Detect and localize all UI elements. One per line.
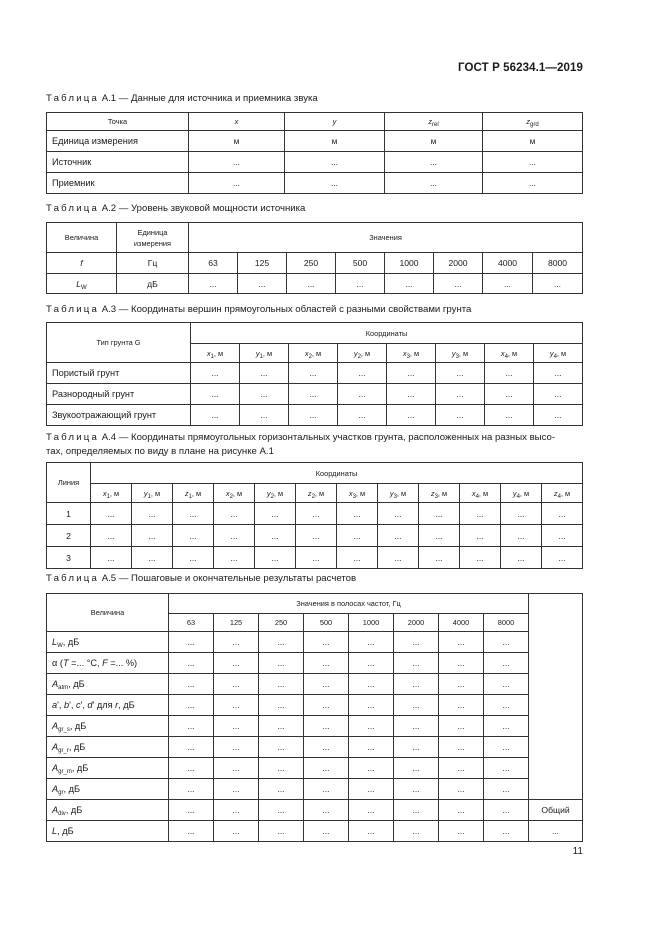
row-line-number: 3 (47, 547, 91, 569)
caption-text-line1: А.4 — Координаты прямоугольных горизонтальных участков грунта, расположенных на разных высо- (101, 432, 556, 443)
table-cell: ... (173, 503, 214, 525)
table-cell: ... (349, 632, 394, 653)
table-cell: м (385, 131, 483, 152)
col-coord: $z_4$, м (542, 484, 583, 503)
table-cell: ... (542, 503, 583, 525)
row-line-number: 1 (47, 503, 91, 525)
table-cell: ... (132, 525, 173, 547)
col-coord: $x_2$, м (289, 344, 338, 363)
caption-text: А.1 — Данные для источника и приемника звука (101, 93, 318, 104)
table-cell: ... (485, 384, 534, 405)
table-cell: ... (189, 152, 285, 173)
col-coord: $x_3$, м (337, 484, 378, 503)
table-cell: ... (173, 525, 214, 547)
table-a4 (46, 462, 583, 569)
table-cell: м (189, 131, 285, 152)
row-label: L, дБ (47, 821, 169, 842)
table-cell: ... (214, 821, 259, 842)
col-coord: $y_2$, м (338, 344, 387, 363)
table-cell: ... (91, 503, 132, 525)
table-cell: ... (304, 737, 349, 758)
table-cell: ... (501, 525, 542, 547)
table-cell: ... (289, 363, 338, 384)
col-coordinates: Координаты (91, 463, 583, 484)
table-cell: ... (436, 384, 485, 405)
table-cell: м (285, 131, 385, 152)
total-cell: Общий (529, 800, 583, 821)
table-cell: ... (349, 800, 394, 821)
row-label: $A_{div}$, дБ (47, 800, 169, 821)
freq-cell: 250 (287, 253, 336, 274)
table-cell: ... (394, 821, 439, 842)
table-cell: ... (304, 758, 349, 779)
freq-cell: 63 (169, 614, 214, 632)
table-cell: ... (259, 695, 304, 716)
table-row (47, 653, 583, 674)
table-cell: ... (296, 525, 337, 547)
col-point: Точка (47, 113, 189, 131)
table-cell: ... (349, 758, 394, 779)
table-cell: ... (534, 405, 583, 426)
table-cell: ... (337, 547, 378, 569)
table-cell: ... (304, 800, 349, 821)
table-cell: м (483, 131, 583, 152)
table-cell: ... (349, 674, 394, 695)
caption-text: А.3 — Координаты вершин прямоугольных областей с разными свойствами грунта (101, 304, 472, 315)
table-row (47, 547, 583, 569)
symbol-lw: $L_W$ (47, 274, 117, 294)
table-cell: ... (169, 653, 214, 674)
caption-table-a2 (46, 202, 582, 216)
table-cell: ... (378, 547, 419, 569)
table-cell: ... (240, 384, 289, 405)
table-cell: ... (255, 503, 296, 525)
table-cell: ... (460, 525, 501, 547)
freq-cell: 4000 (439, 614, 484, 632)
col-coord: $y_4$, м (534, 344, 583, 363)
table-cell: ... (385, 173, 483, 194)
table-cell: ... (304, 674, 349, 695)
freq-cell: 1000 (349, 614, 394, 632)
table-cell: ... (304, 821, 349, 842)
table-row (47, 674, 583, 695)
table-cell: ... (542, 547, 583, 569)
row-label: $L_W$, дБ (47, 632, 169, 653)
col-coord: $y_3$, м (378, 484, 419, 503)
table-cell: ... (214, 632, 259, 653)
table-cell: ... (533, 274, 583, 294)
table-cell: ... (385, 274, 434, 294)
table-cell: ... (304, 653, 349, 674)
table-cell: ... (484, 653, 529, 674)
table-cell: ... (259, 674, 304, 695)
caption-table-a1 (46, 92, 582, 106)
col-total (529, 594, 583, 800)
total-cell: ... (529, 821, 583, 842)
table-cell: ... (214, 779, 259, 800)
table-cell: ... (169, 737, 214, 758)
table-cell: ... (169, 821, 214, 842)
table-cell: ... (439, 653, 484, 674)
col-coord: $y_4$, м (501, 484, 542, 503)
col-coord: $y_3$, м (436, 344, 485, 363)
table-row (47, 405, 583, 426)
table-cell: ... (296, 547, 337, 569)
row-label: $A_{atm}$, дБ (47, 674, 169, 695)
table-cell: ... (169, 716, 214, 737)
caption-text-line2: тах, определяемых по виду в плане на рисунке А.1 (46, 446, 274, 457)
table-cell: ... (484, 716, 529, 737)
table-cell: ... (337, 503, 378, 525)
table-cell: ... (534, 384, 583, 405)
table-cell: ... (132, 547, 173, 569)
caption-table-a3 (46, 303, 582, 317)
table-cell: ... (304, 695, 349, 716)
table-cell: ... (484, 674, 529, 695)
col-zgrd: $z_{grd}$ (483, 113, 583, 131)
table-cell: ... (238, 274, 287, 294)
caption-word: Таблица (46, 573, 100, 584)
row-label: Пористый грунт (47, 363, 191, 384)
table-cell: ... (337, 525, 378, 547)
table-cell: ... (189, 173, 285, 194)
table-cell: ... (349, 737, 394, 758)
table-cell: ... (419, 547, 460, 569)
table-a1-header (47, 113, 583, 131)
freq-cell: 2000 (394, 614, 439, 632)
table-cell: ... (132, 503, 173, 525)
table-cell: ... (534, 363, 583, 384)
col-coord: $z_1$, м (173, 484, 214, 503)
table-cell: ... (214, 653, 259, 674)
col-coord: $z_2$, м (296, 484, 337, 503)
table-cell: ... (439, 800, 484, 821)
table-a2 (46, 222, 583, 294)
table-cell: ... (378, 525, 419, 547)
table-cell: ... (484, 821, 529, 842)
row-label: Звукоотражающий грунт (47, 405, 191, 426)
table-cell: ... (259, 716, 304, 737)
table-row (47, 173, 583, 194)
col-coord: $y_1$, м (132, 484, 173, 503)
freq-cell: 250 (259, 614, 304, 632)
row-lw (47, 274, 583, 294)
table-a1 (46, 112, 583, 194)
table-cell: ... (214, 525, 255, 547)
table-cell: ... (501, 503, 542, 525)
col-coord: $x_4$, м (460, 484, 501, 503)
table-cell: ... (304, 716, 349, 737)
table-cell: ... (484, 800, 529, 821)
table-cell: ... (289, 384, 338, 405)
table-cell: ... (439, 758, 484, 779)
table-row (47, 525, 583, 547)
col-coord: $x_1$, м (91, 484, 132, 503)
table-row (47, 632, 583, 653)
table-cell: ... (285, 152, 385, 173)
table-cell: ... (394, 653, 439, 674)
table-cell: ... (259, 758, 304, 779)
table-cell: ... (394, 674, 439, 695)
caption-word: Таблица (46, 304, 100, 315)
freq-cell: 8000 (533, 253, 583, 274)
col-coord: $y_2$, м (255, 484, 296, 503)
table-row (47, 384, 583, 405)
table-cell: ... (483, 274, 533, 294)
table-cell: ... (483, 173, 583, 194)
table-cell: ... (173, 547, 214, 569)
table-cell: ... (349, 653, 394, 674)
row-label: $A_{gr\_s}$, дБ (47, 716, 169, 737)
table-cell: ... (385, 152, 483, 173)
table-cell: ... (169, 674, 214, 695)
col-coord: $x_3$, м (387, 344, 436, 363)
table-cell: ... (259, 821, 304, 842)
table-row (47, 800, 583, 821)
page-number: 11 (572, 846, 583, 857)
table-cell: ... (285, 173, 385, 194)
table-cell: ... (542, 525, 583, 547)
table-cell: ... (387, 405, 436, 426)
table-a5 (46, 593, 583, 842)
table-cell: ... (214, 716, 259, 737)
col-coord: $x_4$, м (485, 344, 534, 363)
col-coord: $x_1$, м (191, 344, 240, 363)
row-label: a', b', c', d' для r, дБ (47, 695, 169, 716)
row-label: $A_{gr\_r}$, дБ (47, 737, 169, 758)
symbol-f: f (47, 253, 117, 274)
table-cell: ... (191, 384, 240, 405)
col-unit: Единица измерения (117, 223, 189, 253)
table-cell: ... (259, 632, 304, 653)
table-cell: ... (191, 363, 240, 384)
table-cell: ... (214, 737, 259, 758)
table-row (47, 363, 583, 384)
freq-cell: 63 (189, 253, 238, 274)
table-cell: ... (349, 779, 394, 800)
col-x: x (189, 113, 285, 131)
table-cell: ... (439, 779, 484, 800)
col-ground-type: Тип грунта G (47, 323, 191, 363)
caption-word: Таблица (46, 203, 100, 214)
row-label: Источник (47, 152, 189, 173)
table-cell: ... (394, 779, 439, 800)
table-cell: ... (439, 716, 484, 737)
row-frequency (47, 253, 583, 274)
table-cell: ... (436, 405, 485, 426)
table-cell: ... (304, 779, 349, 800)
table-row (47, 695, 583, 716)
table-cell: ... (169, 800, 214, 821)
caption-table-a5 (46, 572, 582, 586)
caption-text: А.2 — Уровень звуковой мощности источника (101, 203, 306, 214)
table-cell: ... (419, 503, 460, 525)
table-cell: ... (259, 737, 304, 758)
table-cell: ... (349, 695, 394, 716)
table-cell: ... (394, 695, 439, 716)
table-cell: ... (485, 363, 534, 384)
freq-cell: 4000 (483, 253, 533, 274)
table-cell: ... (338, 363, 387, 384)
table-cell: ... (289, 405, 338, 426)
table-cell: ... (485, 405, 534, 426)
table-row (47, 821, 583, 842)
table-row (47, 737, 583, 758)
table-cell: ... (394, 800, 439, 821)
table-cell: ... (439, 821, 484, 842)
table-cell: ... (304, 632, 349, 653)
table-cell: ... (439, 632, 484, 653)
col-coord: $y_1$, м (240, 344, 289, 363)
table-cell: ... (189, 274, 238, 294)
col-values: Значения (189, 223, 583, 253)
table-cell: ... (394, 632, 439, 653)
table-cell: ... (338, 384, 387, 405)
table-cell: ... (439, 737, 484, 758)
row-label: $A_{gr}$, дБ (47, 779, 169, 800)
table-cell: ... (349, 821, 394, 842)
table-cell: ... (484, 737, 529, 758)
freq-cell: 500 (336, 253, 385, 274)
freq-cell: 1000 (385, 253, 434, 274)
table-cell: ... (169, 632, 214, 653)
table-cell: ... (349, 716, 394, 737)
col-qty: Величина (47, 594, 169, 632)
table-cell: ... (387, 363, 436, 384)
table-cell: ... (296, 503, 337, 525)
col-coordinates: Координаты (191, 323, 583, 344)
freq-cell: 500 (304, 614, 349, 632)
caption-word: Таблица (46, 432, 100, 443)
row-label: Приемник (47, 173, 189, 194)
table-row (47, 779, 583, 800)
table-cell: ... (484, 632, 529, 653)
col-coord: $z_3$, м (419, 484, 460, 503)
table-row (47, 131, 583, 152)
table-cell: ... (169, 758, 214, 779)
table-row (47, 503, 583, 525)
row-line-number: 2 (47, 525, 91, 547)
freq-cell: 2000 (434, 253, 483, 274)
table-cell: ... (287, 274, 336, 294)
table-cell: ... (91, 525, 132, 547)
col-zrel: $z_{rel}$ (385, 113, 483, 131)
table-cell: ... (259, 779, 304, 800)
table-cell: ... (434, 274, 483, 294)
table-row (47, 152, 583, 173)
table-cell: ... (483, 152, 583, 173)
table-cell: ... (240, 405, 289, 426)
unit-db: дБ (117, 274, 189, 294)
table-cell: ... (259, 653, 304, 674)
col-line: Линия (47, 463, 91, 503)
table-cell: ... (501, 547, 542, 569)
table-cell: ... (214, 758, 259, 779)
table-cell: ... (419, 525, 460, 547)
col-y: y (285, 113, 385, 131)
table-cell: ... (387, 384, 436, 405)
table-cell: ... (439, 674, 484, 695)
table-cell: ... (91, 547, 132, 569)
table-cell: ... (255, 525, 296, 547)
table-cell: ... (484, 758, 529, 779)
table-cell: ... (439, 695, 484, 716)
table-cell: ... (169, 779, 214, 800)
row-label: Единица измерения (47, 131, 189, 152)
table-cell: ... (336, 274, 385, 294)
row-label: $A_{gr\_m}$, дБ (47, 758, 169, 779)
col-coord: $x_2$, м (214, 484, 255, 503)
table-cell: ... (169, 695, 214, 716)
table-cell: ... (214, 800, 259, 821)
row-label: α (T =... °C, F =... %) (47, 653, 169, 674)
table-cell: ... (394, 737, 439, 758)
unit-hz: Гц (117, 253, 189, 274)
table-cell: ... (214, 547, 255, 569)
table-cell: ... (460, 547, 501, 569)
table-cell: ... (378, 503, 419, 525)
table-cell: ... (394, 716, 439, 737)
table-row (47, 758, 583, 779)
freq-cell: 8000 (484, 614, 529, 632)
caption-word: Таблица (46, 93, 100, 104)
table-cell: ... (259, 800, 304, 821)
table-a3 (46, 322, 583, 426)
table-cell: ... (436, 363, 485, 384)
table-cell: ... (394, 758, 439, 779)
table-cell: ... (214, 695, 259, 716)
table-cell: ... (214, 674, 259, 695)
table-cell: ... (484, 695, 529, 716)
table-cell: ... (338, 405, 387, 426)
table-cell: ... (255, 547, 296, 569)
freq-cell: 125 (214, 614, 259, 632)
caption-text: А.5 — Пошаговые и окончательные результаты расчетов (101, 573, 357, 584)
table-cell: ... (460, 503, 501, 525)
table-row (47, 716, 583, 737)
table-cell: ... (484, 779, 529, 800)
row-label: Разнородный грунт (47, 384, 191, 405)
gost-header: ГОСТ Р 56234.1—2019 (458, 62, 583, 74)
caption-table-a4 (46, 431, 582, 459)
table-cell: ... (240, 363, 289, 384)
table-cell: ... (191, 405, 240, 426)
table-cell: ... (214, 503, 255, 525)
col-qty: Величина (47, 223, 117, 253)
freq-cell: 125 (238, 253, 287, 274)
col-freq-values: Значения в полосах частот, Гц (169, 594, 529, 614)
